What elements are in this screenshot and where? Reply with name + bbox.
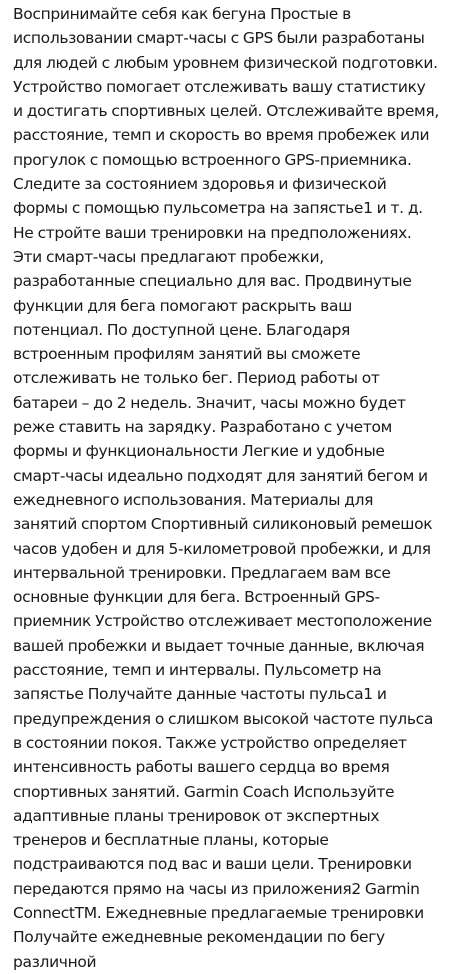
product-description-text: Воспринимайте себя как бегуна Простые в использовании смарт-часы с GPS были разработаны для людей с любым уровнем физической подготовки. Устройство помогает отслеживать вашу статистику и достигать спортивных целей. Отслеживайте время, расстояние, темп и скорость во время пробежек или прогулок с помощью встроенного GPS-приемника. Следите за состоянием здоровья и физической формы с помощью пульсометра на запястье1 и т. д. Не стройте ваши тренировки на предположениях. Эти смарт-часы предлагают пробежки, разработанные специально для вас. Продвинутые функции для бега помогают раскрыть ваш потенциал. По доступной цене. Благодаря встроенным профилям занятий вы сможете отслеживать не только бег. Период работы от батареи – до 2 недель. Значит, часы можно будет реже ставить на зарядку. Разработано с учетом формы и функциональности Легкие и удобные смарт-часы идеально подходят для занятий бегом и ежедневного использования. Материалы для занятий спортом Спортивный силиконовый ремешок часов удобен и для 5-километровой пробежки, и для интервальной тренировки. Предлагаем вам все основные функции для бега. Встроенный GPS-приемник Устройство отслеживает местоположение вашей пробежки и выдает точные данные, включая расстояние, темп и интервалы. Пульсометр на запястье Получайте данные частоты пульса1 и предупреждения о слишком высокой частоте пульса в состоянии покоя. Также устройство определяет интенсивность работы вашего сердца во время спортивных занятий. Garmin Coach Используйте адаптивные планы тренировок от экспертных тренеров и бесплатные планы, которые подстраиваются под вас и ваши цели. Тренировки передаются прямо на часы из приложения2 Garmin ConnectTM. Ежедневные предлагаемые тренировки Получайте ежедневные рекомендации по бегу различной xyxy=(13,5,439,971)
